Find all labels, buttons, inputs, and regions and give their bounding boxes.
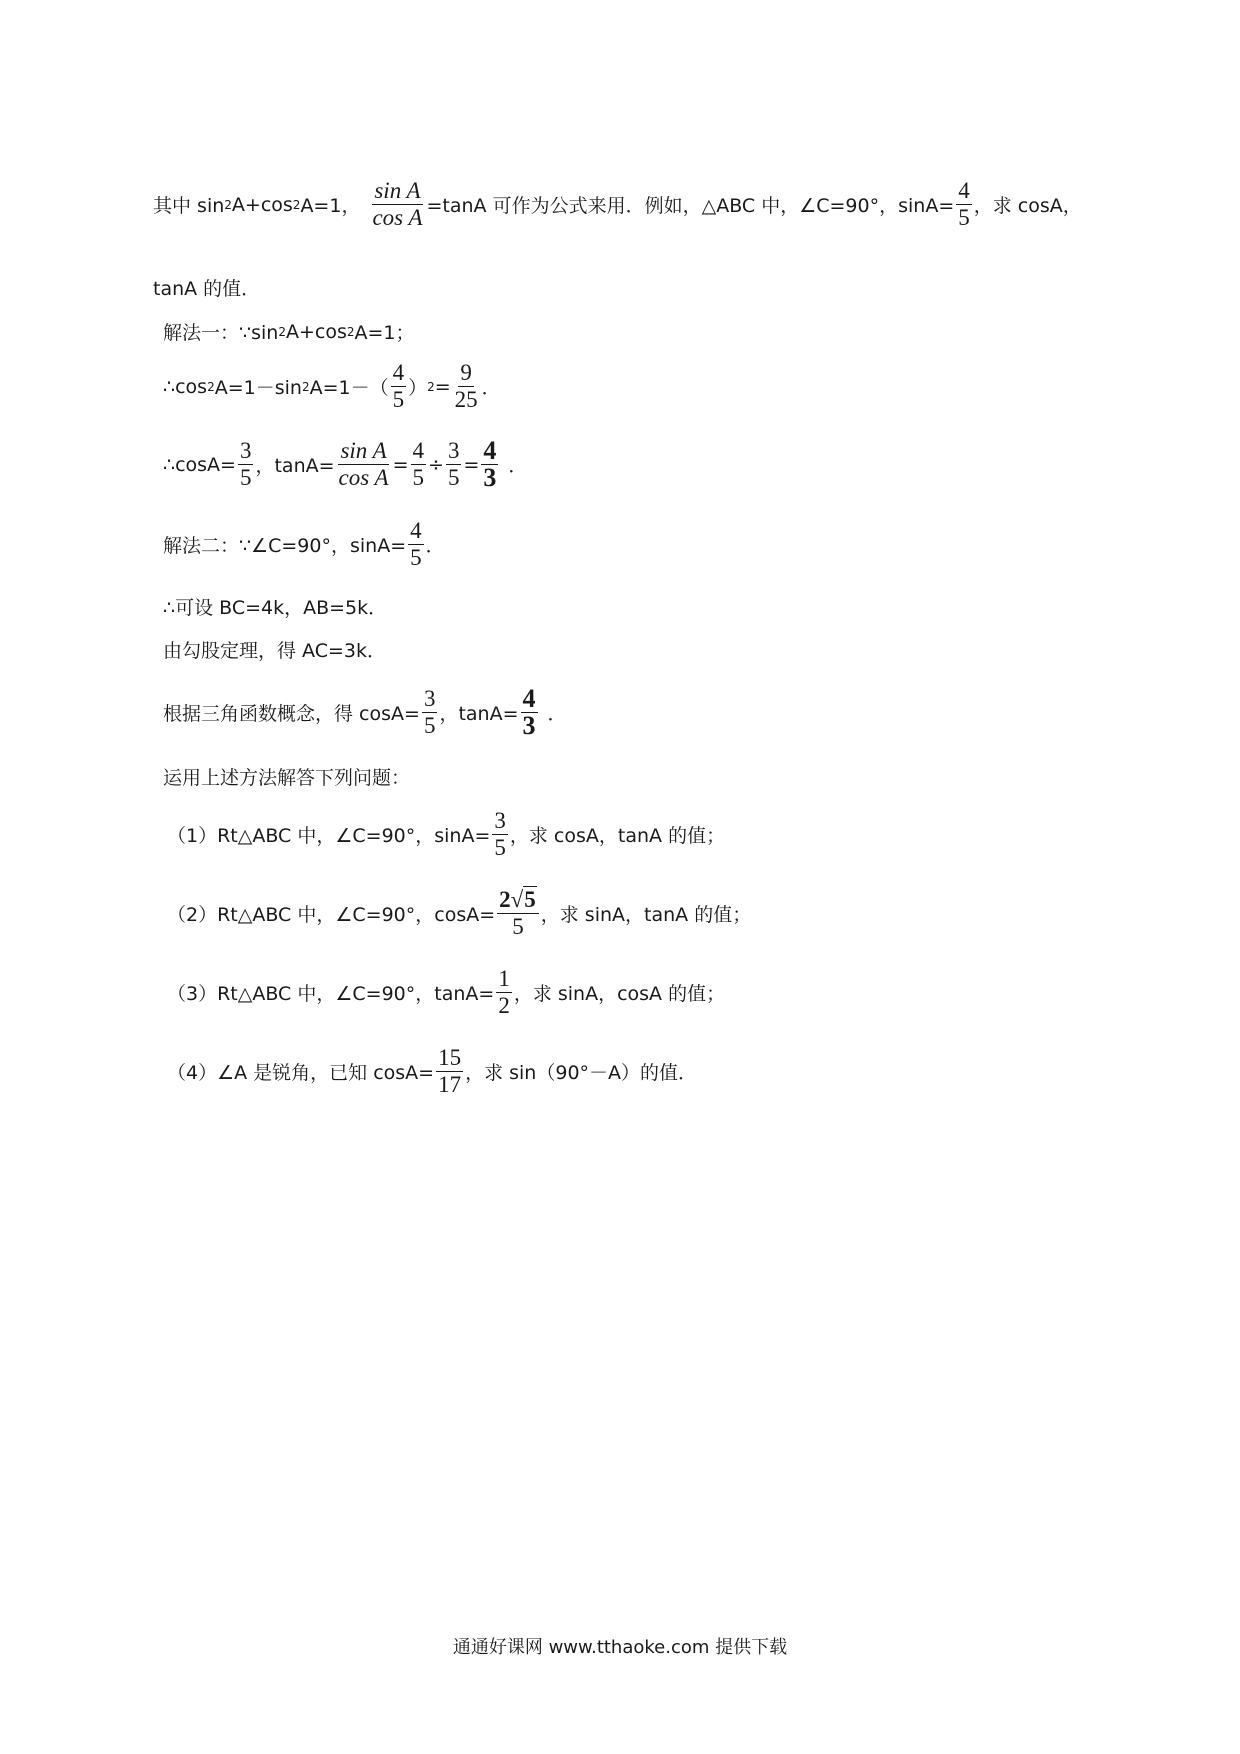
fraction-denominator: 5 (392, 387, 405, 412)
fraction-numerator: 4 (410, 518, 422, 543)
exponent: 2 (427, 379, 435, 394)
exponent: 2 (207, 379, 215, 394)
step1-a: ∴cos (163, 375, 208, 398)
method2-title-text: 解法二：∵∠C=90°，sinA= (163, 535, 407, 557)
method1-title (163, 318, 415, 345)
method2-line3: 由勾股定理，得 AC=3k． (163, 640, 386, 662)
fraction-numerator: sin A (374, 178, 421, 203)
fraction-numerator: 3 (239, 438, 252, 463)
coefficient: 2 (499, 887, 511, 912)
q3-text-b: ，求 sinA，cosA 的值； (513, 983, 726, 1005)
fraction-denominator: 5 (494, 835, 506, 860)
fraction-denominator: 2 (498, 993, 510, 1018)
exponent: 2 (301, 379, 310, 394)
question-2 (167, 886, 751, 940)
question-4 (167, 1045, 697, 1098)
fraction-denominator: 5 (958, 205, 970, 230)
fraction-denominator: 5 (410, 545, 422, 570)
cos-fraction (238, 438, 254, 491)
cos-fraction (422, 686, 438, 739)
q4-fraction (436, 1045, 463, 1098)
fraction-numerator: 4 (522, 684, 536, 713)
given-sin-fraction (956, 178, 972, 231)
fraction-numerator: sin A (340, 438, 387, 463)
fraction-denominator: 5 (423, 713, 436, 738)
nine-over-25-fraction (453, 360, 480, 413)
method2-title-end: ． (425, 535, 445, 557)
square-root (511, 886, 537, 913)
method1-title-mid: A+cos (285, 320, 347, 343)
equals-sign: = (392, 453, 409, 476)
fraction-denominator: cos A (338, 465, 389, 490)
q3-text-a: （3）Rt△ABC 中，∠C=90°，tanA= (167, 983, 495, 1005)
q4-text-a: （4）∠A 是锐角，已知 cosA= (167, 1062, 435, 1084)
fraction-numerator (497, 886, 539, 914)
three-fifths-fraction (446, 438, 462, 491)
step2-b: ，tanA= (255, 455, 335, 477)
fraction-numerator: 3 (447, 438, 460, 463)
radicand: 5 (524, 887, 536, 912)
method2-title (163, 518, 445, 571)
intro-line-1 (153, 178, 1082, 231)
exponent: 2 (292, 197, 301, 212)
q1-fraction (492, 808, 508, 861)
fraction-numerator: 9 (460, 360, 472, 385)
fraction-denominator: cos A (372, 205, 423, 230)
q2-text-a: （2）Rt△ABC 中，∠C=90°，cosA= (167, 903, 496, 926)
fraction-denominator: 5 (239, 465, 252, 490)
fraction-numerator: 15 (438, 1045, 462, 1070)
method1-title-end: A=1； (354, 322, 415, 344)
four-fifths-fraction (391, 360, 407, 413)
step1-c: A=1－（ (309, 377, 389, 399)
equals-sign: = (463, 453, 480, 476)
fraction-denominator: 25 (454, 387, 478, 412)
given-sin-fraction (408, 518, 424, 571)
line4-b: ，tanA= (439, 703, 519, 725)
fraction-denominator: 5 (447, 465, 460, 490)
fraction-denominator: 5 (512, 914, 524, 939)
four-fifths-fraction (411, 438, 427, 491)
intro-tail: ，求 cosA， (973, 195, 1082, 217)
method2-line4 (163, 686, 567, 739)
fraction-numerator: 3 (494, 808, 506, 833)
result-fraction (481, 438, 498, 491)
step1-b: A=1－sin (214, 377, 302, 399)
step2-end: ． (508, 455, 528, 477)
radical-sign: √ (510, 887, 524, 912)
exponent: 2 (224, 197, 232, 212)
q4-text-b: ，求 sin（90°－A）的值． (465, 1062, 698, 1084)
intro-mid1: A+cos (231, 193, 293, 216)
intro-line-2: tanA 的值． (153, 278, 261, 300)
intro-prefix: 其中 sin (153, 195, 225, 217)
fraction-numerator: 4 (412, 438, 425, 463)
step2-a: ∴cosA= (163, 453, 236, 476)
q3-fraction (496, 966, 512, 1019)
question-1 (167, 808, 725, 861)
question-3 (167, 966, 725, 1019)
step1-d: ） (408, 377, 428, 399)
intro-mid2: A=1， (300, 195, 361, 217)
fraction-denominator: 3 (483, 463, 497, 492)
method1-step1 (163, 360, 501, 413)
step1-end: ． (481, 377, 501, 399)
fraction-numerator: 1 (498, 966, 510, 991)
exponent: 2 (278, 324, 286, 339)
divide-sign: ÷ (428, 453, 444, 476)
q1-text-a: （1）Rt△ABC 中，∠C=90°，sinA= (167, 825, 491, 847)
exponent: 2 (346, 324, 355, 339)
fraction-denominator: 17 (438, 1072, 462, 1097)
q2-fraction (497, 886, 539, 940)
line4-end: ． (547, 703, 567, 725)
method1-title-text: 解法一：∵sin (163, 322, 279, 344)
tan-definition-fraction (337, 438, 391, 491)
fraction-numerator: 4 (392, 360, 405, 385)
instruction: 运用上述方法解答下列问题： (163, 767, 411, 789)
page-footer: 通通好课网 www.tthaoke.com 提供下载 (452, 1637, 788, 1658)
step1-e: = (434, 375, 451, 398)
line4-a: 根据三角函数概念，得 cosA= (163, 703, 420, 725)
q2-text-b: ，求 sinA，tanA 的值； (540, 903, 752, 926)
fraction-numerator: 3 (423, 686, 436, 711)
sin-over-cos-fraction (370, 178, 424, 231)
fraction-denominator: 3 (522, 711, 536, 740)
fraction-numerator: 4 (483, 436, 497, 465)
method1-step2 (163, 438, 527, 491)
tan-fraction (521, 686, 538, 739)
intro-after-fraction: =tanA 可作为公式来用．例如，△ABC 中，∠C=90°，sinA= (426, 195, 955, 217)
q1-text-b: ，求 cosA，tanA 的值； (509, 825, 726, 847)
method2-line2: ∴可设 BC=4k，AB=5k． (163, 597, 388, 619)
fraction-denominator: 5 (412, 465, 425, 490)
fraction-numerator: 4 (958, 178, 970, 203)
